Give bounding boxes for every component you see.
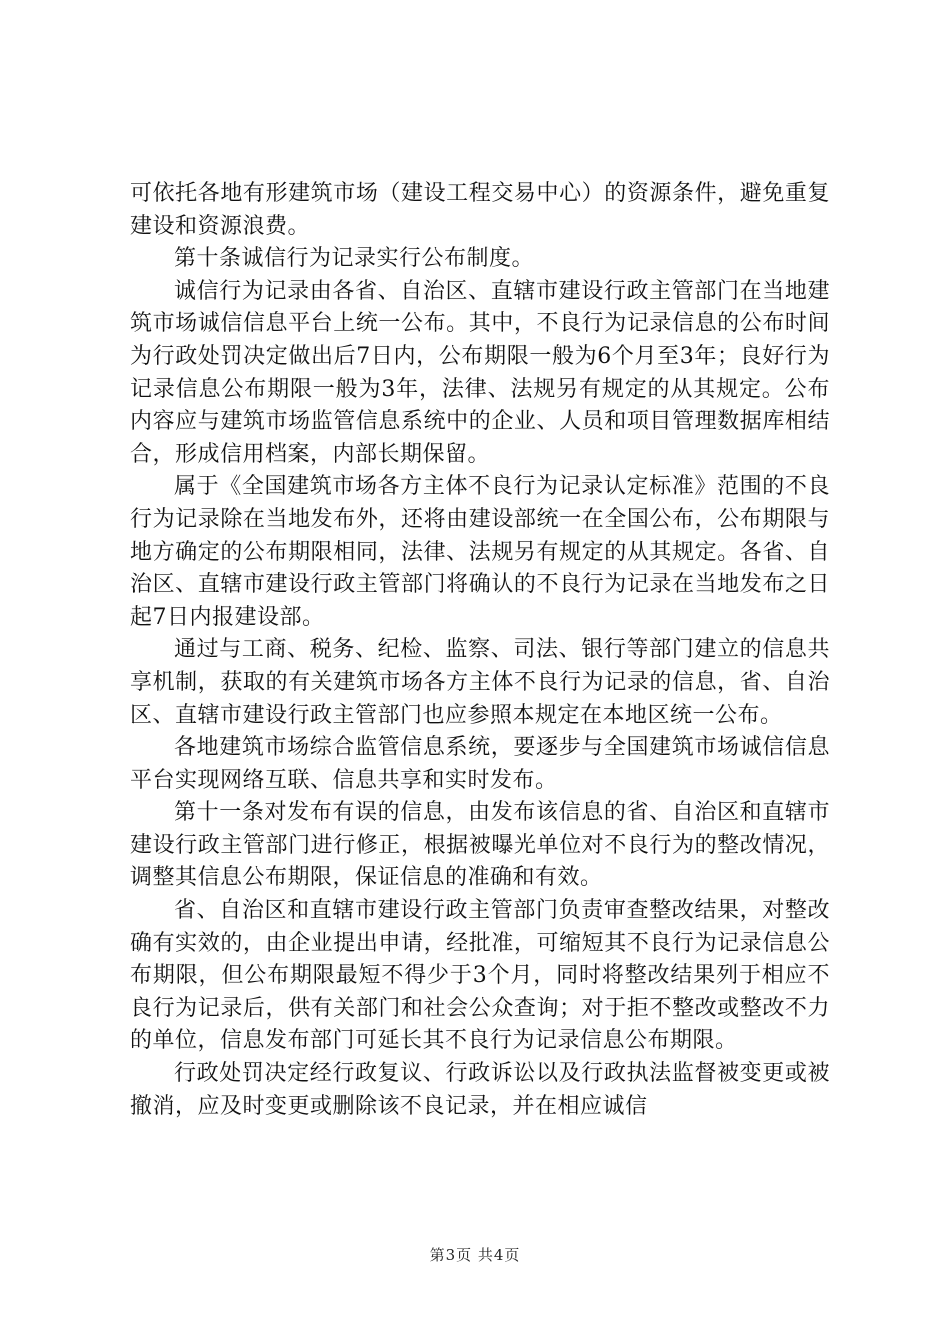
paragraph-2: 第十条诚信行为记录实行公布制度。 <box>174 246 535 272</box>
paragraph-7: 第十一条对发布有误的信息，由发布该信息的省、自治区和直辖市建设行政主管部门进行修正，根据被曝光单位对不良行为的整改情况，调整其信息公布期限，保证信息的准确和有效。 <box>130 800 830 891</box>
paragraph-9: 行政处罚决定经行政复议、行政诉讼以及行政执法监督被变更或被撤消，应及时变更或删除该不良记录，并在相应诚信 <box>130 1061 830 1119</box>
paragraph-5: 通过与工商、税务、纪检、监察、司法、银行等部门建立的信息共享机制，获取的有关建筑市场各方主体不良行为记录的信息，省、自治区、直辖市建设行政主管部门也应参照本规定在本地区统一公布。 <box>130 637 830 728</box>
paragraph-3: 诚信行为记录由各省、自治区、直辖市建设行政主管部门在当地建筑市场诚信信息平台上统一公布。其中，不良行为记录信息的公布时间为行政处罚决定做出后7日内，公布期限一般为6个月至3年；良好行为记录信息公布期限一般为3年，法律、法规另有规定的从其规定。公布内容应与建筑市场监管信息系统中的企业、人员和项目管理数据库相结合，形成信用档案，内部长期保留。 <box>130 278 830 467</box>
document-body <box>130 178 830 1123</box>
paragraph-1: 可依托各地有形建筑市场（建设工程交易中心）的资源条件，避免重复建设和资源浪费。 <box>130 181 830 239</box>
paragraph-4: 属于《全国建筑市场各方主体不良行为记录认定标准》范围的不良行为记录除在当地发布外，还将由建设部统一在全国公布，公布期限与地方确定的公布期限相同，法律、法规另有规定的从其规定。各省、自治区、直辖市建设行政主管部门将确认的不良行为记录在当地发布之日起7日内报建设部。 <box>130 474 830 630</box>
paragraph-8: 省、自治区和直辖市建设行政主管部门负责审查整改结果，对整改确有实效的，由企业提出申请，经批准，可缩短其不良行为记录信息公布期限，但公布期限最短不得少于3个月，同时将整改结果列于相应不良行为记录后，供有关部门和社会公众查询；对于拒不整改或整改不力的单位，信息发布部门可延长其不良行为记录信息公布期限。 <box>130 898 830 1054</box>
page-number-footer: 第3页 共4页 <box>429 1246 521 1264</box>
paragraph-6: 各地建筑市场综合监管信息系统，要逐步与全国建筑市场诚信信息平台实现网络互联、信息共享和实时发布。 <box>130 735 830 793</box>
